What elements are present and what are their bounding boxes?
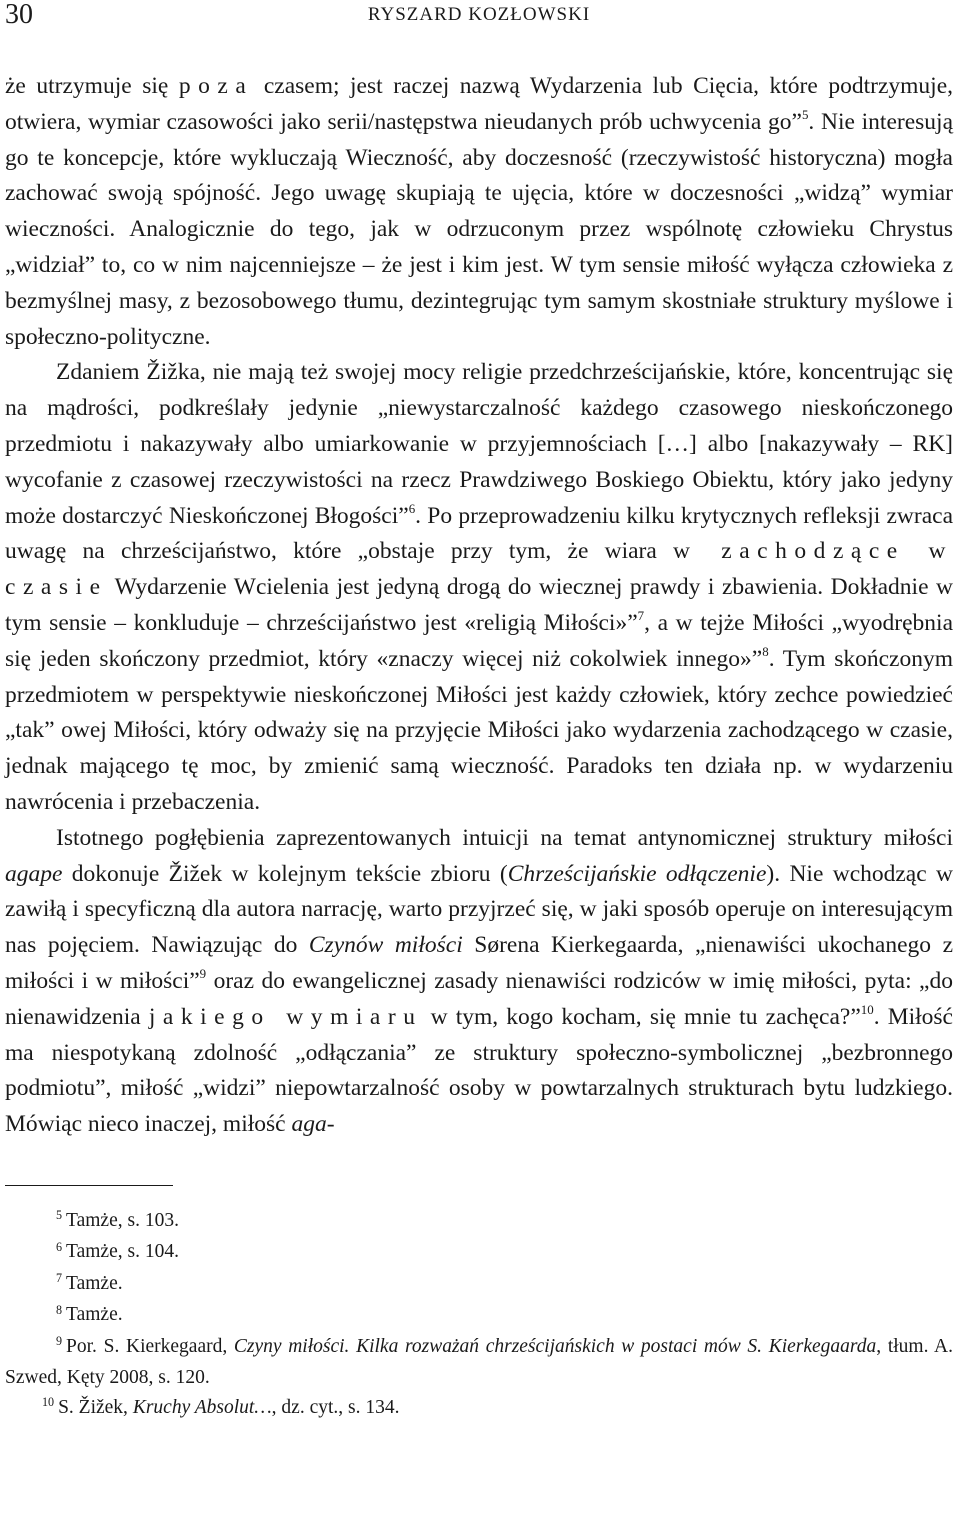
italic-title: Czynów miłości	[308, 932, 463, 959]
paragraph-3	[5, 821, 953, 1143]
footnote-number: 7	[56, 1271, 63, 1286]
footnote-text: Tamże, s. 103.	[66, 1209, 179, 1231]
footnote-separator	[5, 1185, 173, 1186]
running-head: RYSZARD KOZŁOWSKI	[367, 4, 591, 25]
text-run: oraz do ewangelicznej zasady nienawiści rodziców w imię miłości, pyta: „do nienawidzenia	[5, 967, 953, 1030]
text-run: . Tym skończonym przedmiotem w perspektywie nieskończonej Miłości jest każdy człowiek, który zechce powiedzieć „tak” owej Miłości, który odważy się na przyjęcie Miłości jako wydarzenia zachodzącego w czasie, jednak mającego tę moc, by zmienić samą wieczność. Paradoks ten działa np. w wydarzeniu nawrócenia i przebaczenia.	[5, 645, 953, 815]
footnote-ref-6[interactable]: 6	[408, 500, 416, 516]
body-text	[5, 69, 953, 1143]
footnote-text: S. Žižek,	[58, 1396, 133, 1418]
footnote-italic-title: Kruchy Absolut…	[132, 1396, 272, 1418]
footnote-italic-title: Czyny miłości. Kilka rozważań chrześcijańskich w postaci mów S. Kierkegaarda	[233, 1335, 877, 1357]
footnote-6	[5, 1237, 953, 1269]
footnote-8	[5, 1300, 953, 1332]
spaced-emphasis: w zachodzące w czasie	[5, 538, 953, 601]
text-run: ). Nie wchodząc w zawiłą i specyficzną dla autora narrację, warto przyjrzeć się, w jaki sposób operuje on interesującym nas pojęciem. Nawiązując do	[5, 860, 953, 959]
footnote-ref-7[interactable]: 7	[637, 608, 645, 624]
footnote-text: Tamże, s. 104.	[66, 1241, 179, 1263]
footnotes	[5, 1206, 953, 1425]
footnote-number: 8	[56, 1302, 63, 1317]
paragraph-2	[5, 355, 953, 820]
text-run: , a w tejże Miłości „wyodrębnia się jeden skończony przedmiot, który «znaczy więcej niż cokolwiek innego»”	[5, 609, 953, 672]
spaced-emphasis: poza	[178, 73, 254, 99]
footnote-7	[5, 1269, 953, 1301]
italic-title: Chrześcijańskie odłączenie	[507, 860, 767, 887]
footnote-number: 10	[42, 1395, 55, 1410]
footnote-ref-8[interactable]: 8	[762, 644, 769, 660]
footnote-text: , tłum. A. Szwed, Kęty 2008, s. 120.	[5, 1335, 954, 1389]
text-run: Sørena Kierkegaarda, „nienawiści ukochanego z miłości i w miłości”	[5, 932, 953, 994]
footnote-10	[5, 1393, 953, 1425]
paragraph-1	[5, 69, 953, 355]
text-run: czasem; jest raczej nazwą Wydarzenia lub Cięcia, które podtrzymuje, otwiera, wymiar czasowości jako serii/następstwa nieudanych prób uchwycenia go”	[5, 73, 953, 135]
footnote-text: , dz. cyt., s. 134.	[271, 1396, 400, 1418]
spaced-emphasis: jakiego wymiaru	[148, 1003, 423, 1030]
italic-term: agape	[5, 860, 63, 887]
text-run: . Nie interesują go te koncepcje, które wykluczają Wieczność, aby doczesność (rzeczywistość historyczna) mogła zachować swoją spójność. Jego uwagę skupiają te ujęcia, które w doczesności „widzą” wymiar wieczności. Analogicznie do tego, jak w odrzuconym przez wspólnotę człowieku Chrystus „widział” to, co w nim najcenniejsze – że jest i kim jest. W tym sensie miłość wyłącza człowieka z bezmyślnej masy, z bezosobowego tłumu, dezintegrując tym samym skostniałe struktury myślowe i społeczno-polityczne.	[5, 108, 954, 350]
footnote-number: 9	[56, 1334, 63, 1349]
footnote-text: Tamże.	[66, 1272, 123, 1294]
text-run: że utrzymuje się	[5, 73, 179, 99]
text-run: . Miłość ma niespotykaną zdolność „odłączania” ze struktury społeczno-symbolicznej „bezbronnego podmiotu”, miłość „widzi” niepowtarzalność osoby w powtarzalnych strukturach bytu ludzkiego. Mówiąc nieco inaczej, miłość	[5, 1003, 953, 1138]
footnote-ref-10[interactable]: 10	[860, 1002, 874, 1018]
text-run: Wydarzenie Wcielenia jest jedyną drogą do wiecznej prawdy i zbawienia. Dokładnie w tym sensie – konkluduje – chrześcijaństwo jest «religią Miłości»”	[5, 574, 953, 636]
text-run: Zdaniem Žižka, nie mają też swojej mocy religie przedchrześcijańskie, które, koncentrując się na mądrości, podkreślały jedynie „niewystarczalność każdego czasowego nieskończonego przedmiotu i nakazywały albo umiarkowanie w przyjemnościach […] albo [nakazywały – RK] wycofanie z czasowej rzeczywistości na rzecz Prawdziwego Boskiego Obiektu, który jako jedyny może dostarczyć Nieskończonej Błogości”	[5, 359, 953, 529]
text-run: . Po przeprowadzeniu kilku krytycznych refleksji zwraca uwagę na chrześcijaństwo, które „obstaje przy tym, że wiara	[5, 502, 954, 565]
footnote-text: Tamże.	[66, 1304, 123, 1326]
footnote-text: Por. S. Kierkegaard,	[66, 1335, 234, 1357]
text-run: w tym, kogo kocham, się mnie tu zachęca?”	[422, 1003, 861, 1030]
footnote-9	[5, 1332, 953, 1393]
text-run: Istotnego pogłębienia zaprezentowanych intuicji na temat antynomicznej struktury miłości	[56, 824, 953, 851]
text-run: dokonuje Žižek w kolejnym tekście zbioru (	[62, 860, 508, 887]
page-number: 30	[5, 0, 33, 30]
document-page	[5, 0, 953, 1424]
italic-term: aga-	[291, 1111, 335, 1138]
footnote-ref-9[interactable]: 9	[199, 966, 207, 982]
footnote-ref-5[interactable]: 5	[801, 107, 809, 123]
footnote-number: 5	[56, 1208, 63, 1223]
page-header	[5, 0, 953, 30]
footnote-5	[5, 1206, 953, 1238]
footnote-number: 6	[56, 1239, 63, 1254]
